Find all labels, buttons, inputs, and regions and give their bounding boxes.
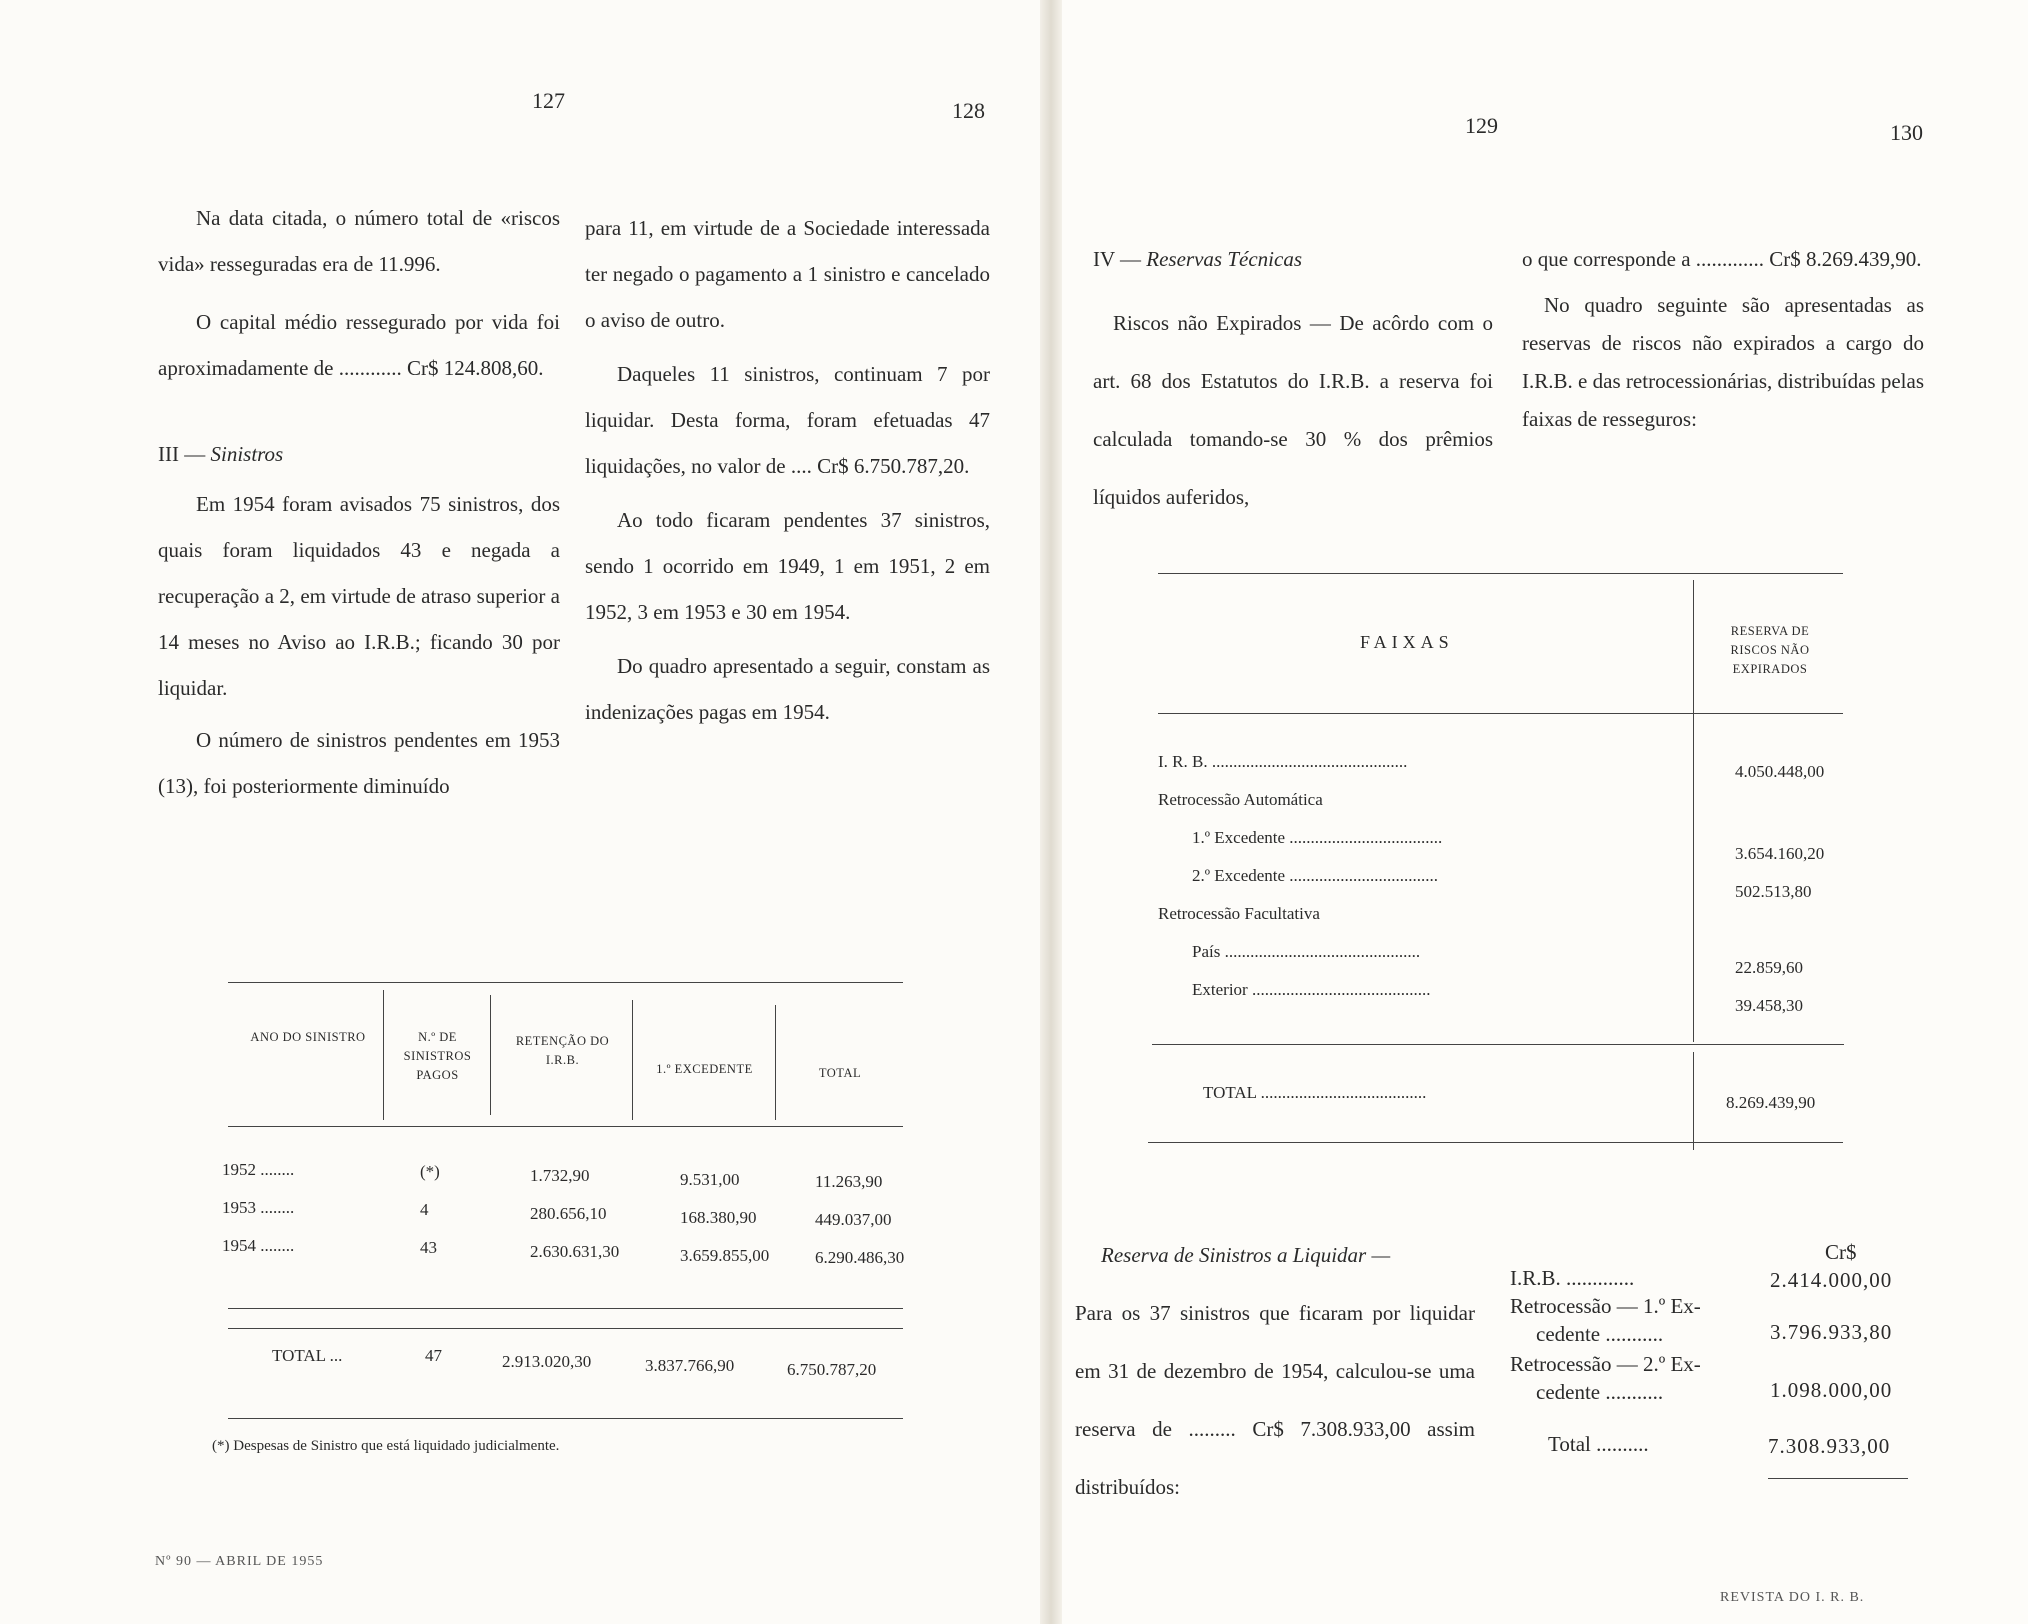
table-total-retention: 2.913.020,30 <box>502 1352 592 1371</box>
table-cell-ano: 1954 ........ <box>222 1236 295 1255</box>
table-cell-n: 43 <box>420 1238 437 1257</box>
section-number: III — <box>158 442 211 466</box>
table-header: 1.º EXCEDENTE <box>656 1062 753 1076</box>
paragraph: O capital médio ressegurado por vida foi aproximadamente de ............ Cr$ 124.808,60. <box>158 310 560 380</box>
paragraph: Ao todo ficaram pendentes 37 sinistros, sendo 1 ocorrido em 1949, 1 em 1951, 2 em 1952, 3 em 1953 e 30 em 1954. <box>585 508 990 624</box>
reserves-row-label: Retrocessão Facultativa <box>1158 904 1320 923</box>
paragraph: o que corresponde a ............. Cr$ 8.269.439,90. <box>1522 247 1922 271</box>
book-gutter <box>1040 0 1062 1624</box>
section-title: Sinistros <box>210 442 284 466</box>
reserve-item-label: Retrocessão — 2.º Ex- <box>1510 1352 1701 1376</box>
table-footnote: (*) Despesas de Sinistro que está liquidado judicialmente. <box>212 1438 560 1454</box>
footer-journal: REVISTA DO I. R. B. <box>1720 1590 1865 1605</box>
section-heading <box>1093 230 1493 288</box>
paragraph: Do quadro apresentado a seguir, constam as indenizações pagas em 1954. <box>585 654 990 724</box>
reserves-row-label: 1.º Excedente .................................... <box>1192 828 1443 847</box>
paragraph: Riscos não Expirados — De acôrdo com o art. 68 dos Estatutos do I.R.B. a reserva foi calculada tomando-se 30 % dos prêmios líquidos auferidos, <box>1093 311 1493 509</box>
table-total-label: TOTAL ... <box>272 1346 343 1365</box>
table-cell-exc: 9.531,00 <box>680 1170 740 1189</box>
reserves-row-label: País .............................................. <box>1192 942 1421 961</box>
reserve-item-value: 2.414.000,00 <box>1770 1268 1893 1292</box>
table-cell-ret: 1.732,90 <box>530 1166 590 1185</box>
table-total-count: 47 <box>425 1346 442 1365</box>
reserve-item-value: 3.796.933,80 <box>1770 1320 1893 1344</box>
reserves-row-value: 22.859,60 <box>1735 958 1803 977</box>
paragraph: Para os 37 sinistros que ficaram por liquidar em 31 de dezembro de 1954, calculou-se uma reserva de ......... Cr$ 7.308.933,00 assim distribuídos: <box>1075 1301 1475 1499</box>
paragraph: Em 1954 foram avisados 75 sinistros, dos quais foram liquidados 43 e negada a recuperação a 2, em virtude de atraso superior a 14 meses no Aviso ao I.R.B.; ficando 30 por liquidar. <box>158 492 560 700</box>
reserves-row-label: Exterior .......................................... <box>1192 980 1431 999</box>
reserves-row-label: Retrocessão Automática <box>1158 790 1323 809</box>
reserve-total-value: 7.308.933,00 <box>1768 1434 1891 1458</box>
page-129-column <box>1093 230 1493 526</box>
paragraph: para 11, em virtude de a Sociedade interessada ter negado o pagamento a 1 sinistro e cancelado o aviso de outro. <box>585 216 990 332</box>
page-130-column <box>1522 240 1924 438</box>
table-cell-exc: 3.659.855,00 <box>680 1246 770 1265</box>
table-header: N.º DE SINISTROS PAGOS <box>403 1030 472 1082</box>
table-header: RETENÇÃO DO I.R.B. <box>515 1034 610 1067</box>
reserve-item-label-cont: cedente ........... <box>1536 1380 1664 1404</box>
table-header: ANO DO SINISTRO <box>250 1030 366 1044</box>
reserves-row-value: 39.458,30 <box>1735 996 1803 1015</box>
table-cell-total: 449.037,00 <box>815 1210 892 1229</box>
table-cell-ret: 280.656,10 <box>530 1204 607 1223</box>
table-cell-n: 4 <box>420 1200 429 1219</box>
page-number-130: 130 <box>1890 120 1923 145</box>
reserve-text <box>1075 1226 1475 1516</box>
table-cell-total: 11.263,90 <box>815 1172 883 1191</box>
page-127-column <box>158 195 560 809</box>
table-cell-ano: 1952 ........ <box>222 1160 295 1179</box>
table-total-excess: 3.837.766,90 <box>645 1356 735 1375</box>
table-header-reserva: RESERVA DE RISCOS NÃO EXPIRADOS <box>1730 624 1810 676</box>
reserve-item-label: I.R.B. ............. <box>1510 1266 1635 1290</box>
table-header-faixas: FAIXAS <box>1360 632 1454 652</box>
reserves-row-value: 3.654.160,20 <box>1735 844 1825 863</box>
paragraph: Daqueles 11 sinistros, continuam 7 por liquidar. Desta forma, foram efetuadas 47 liquidações, no valor de .... Cr$ 6.750.787,20. <box>585 362 990 478</box>
page-number-128: 128 <box>952 98 985 123</box>
section-number: IV — <box>1093 247 1147 271</box>
table-cell-exc: 168.380,90 <box>680 1208 757 1227</box>
table-cell-n: (*) <box>420 1162 440 1181</box>
table-total-label: TOTAL ....................................... <box>1203 1083 1427 1102</box>
reserve-total-label: Total .......... <box>1548 1432 1649 1456</box>
reserve-item-label: Retrocessão — 1.º Ex- <box>1510 1294 1701 1318</box>
reserves-row-value: 4.050.448,00 <box>1735 762 1825 781</box>
page-number-127: 127 <box>532 88 565 113</box>
currency-label: Cr$ <box>1825 1240 1857 1264</box>
table-cell-total: 6.290.486,30 <box>815 1248 905 1267</box>
reserve-item-value: 1.098.000,00 <box>1770 1378 1893 1402</box>
table-cell-ret: 2.630.631,30 <box>530 1242 620 1261</box>
page-128-column <box>585 205 990 735</box>
section-heading <box>158 431 560 477</box>
table-header: TOTAL <box>818 1066 862 1080</box>
paragraph: No quadro seguinte são apresentadas as reservas de riscos não expirados a cargo do I.R.B. e das retrocessionárias, distribuídas pelas faixas de resseguros: <box>1522 293 1924 431</box>
page-number-129: 129 <box>1465 113 1498 138</box>
table-cell-ano: 1953 ........ <box>222 1198 295 1217</box>
section-title: Reservas Técnicas <box>1146 247 1302 271</box>
reserves-row-label: 2.º Excedente ................................... <box>1192 866 1439 885</box>
reserves-row-value: 502.513,80 <box>1735 882 1812 901</box>
reserve-heading: Reserva de Sinistros a Liquidar — <box>1101 1243 1391 1267</box>
reserves-row-label: I. R. B. .............................................. <box>1158 752 1408 771</box>
table-total-total: 6.750.787,20 <box>787 1360 877 1379</box>
reserve-item-label-cont: cedente ........... <box>1536 1322 1664 1346</box>
paragraph: Na data citada, o número total de «riscos vida» resseguradas era de 11.996. <box>158 206 560 276</box>
table-total-value: 8.269.439,90 <box>1726 1093 1816 1112</box>
footer-issue: Nº 90 — ABRIL DE 1955 <box>155 1554 324 1569</box>
paragraph: O número de sinistros pendentes em 1953 (13), foi posteriormente diminuído <box>158 728 560 798</box>
